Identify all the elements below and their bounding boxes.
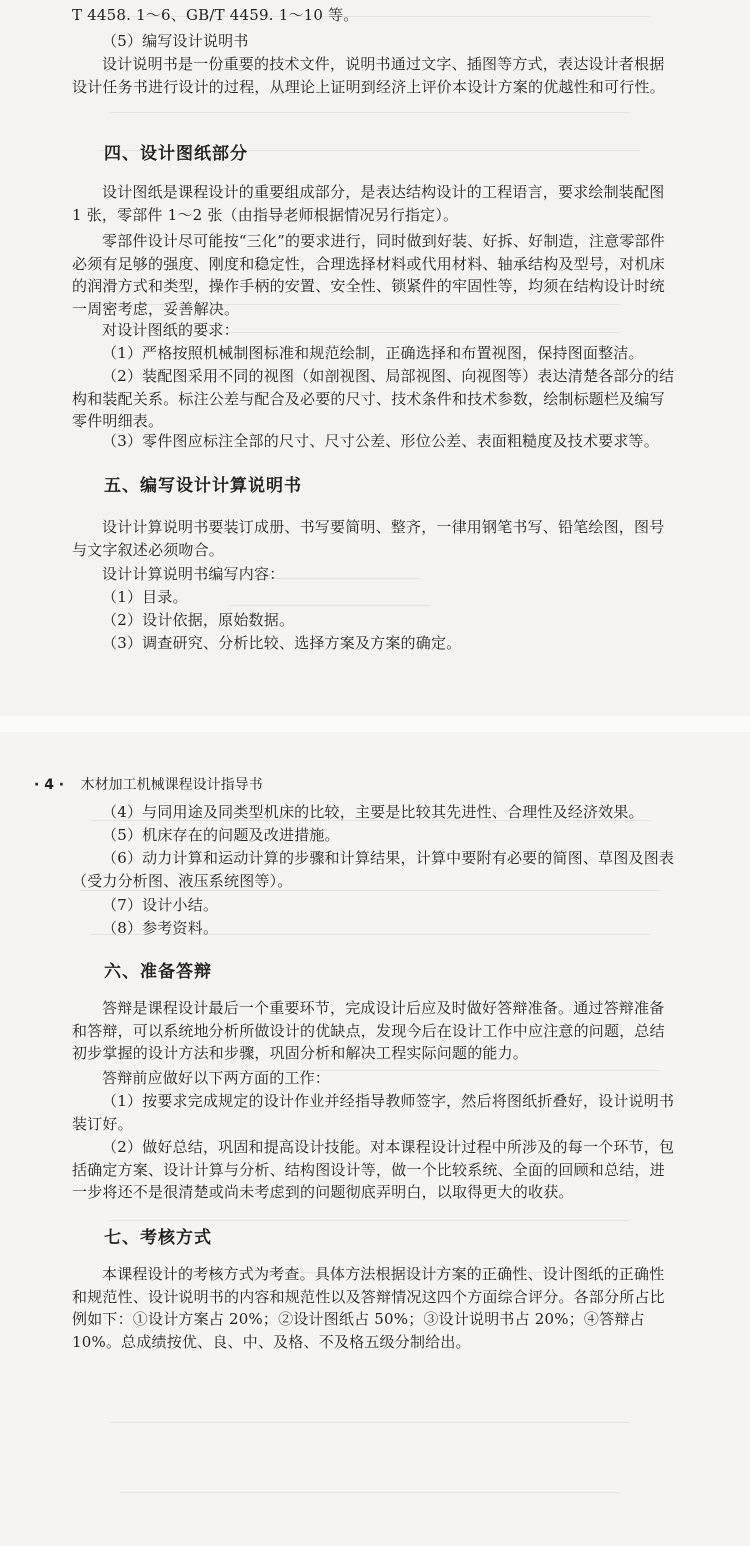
section4-paragraph-3: 对设计图纸的要求： (102, 321, 239, 339)
contents-item-4: （4）与同用途及同类型机床的比较，主要是比较其先进性、合理性及经济效果。 (102, 803, 644, 821)
item5-title: （5）编写设计说明书 (102, 32, 249, 50)
section5-paragraph-1: 设计计算说明书要装订成册、书写要简明、整齐，一律用钢笔书写、铅笔绘图，图号与文字叙述必须吻合。 (72, 518, 665, 559)
section4-paragraph-2: 零部件设计尽可能按“三化”的要求进行，同时做到好装、好拆、好制造，注意零部件必须有足够的强度、刚度和稳定性，合理选择材料或代用材料、轴承结构及型号，对机床的润滑方式和类型，操作手柄的安置、安全性、锁紧件的牢固性等，均须在结构设计时统一周密考虑，妥善解决。 (72, 232, 665, 318)
drawing-requirement-3: （3）零件图应标注全部的尺寸、尺寸公差、形位公差、表面粗糙度及技术要求等。 (102, 432, 659, 450)
section4-heading: 四、设计图纸部分 (104, 144, 248, 164)
section6-paragraph-1: 答辩是课程设计最后一个重要环节，完成设计后应及时做好答辩准备。通过答辩准备和答辩，可以系统地分析所做设计的优缺点，发现今后在设计工作中应注意的问题，总结初步掌握的设计方法和步骤，巩固分析和解决工程实际问题的能力。 (72, 999, 665, 1063)
section4-paragraph-1: 设计图纸是课程设计的重要组成部分，是表达结构设计的工程语言，要求绘制装配图 1 张，零部件 1～2 张（由指导老师根据情况另行指定）。 (72, 183, 665, 224)
contents-item-1: （1）目录。 (102, 588, 188, 606)
section7-paragraph-1: 本课程设计的考核方式为考查。具体方法根据设计方案的正确性、设计图纸的正确性和规范性、设计说明书的内容和规范性以及答辩情况这四个方面综合评分。各部分所占比例如下：①设计方案占 20%；②设计图纸占 50%；③设计说明书占 20%；④答辩占 10%。总成绩按优、良、中、及格、不及格五级分制给出。 (72, 1265, 665, 1351)
section5-paragraph-2: 设计计算说明书编写内容： (102, 565, 285, 583)
contents-item-8: （8）参考资料。 (102, 919, 219, 937)
contents-item-6: （6）动力计算和运动计算的步骤和计算结果，计算中要附有必要的简图、草图及图表（受力分析图、液压系统图等）。 (72, 849, 675, 890)
defense-work-1: （1）按要求完成规定的设计作业并经指导教师签字，然后将图纸折叠好，设计说明书装订好。 (72, 1092, 675, 1133)
page-number: · 4 · (34, 777, 65, 793)
contents-item-2: （2）设计依据，原始数据。 (102, 611, 295, 629)
bottom-page (0, 732, 750, 1546)
contents-item-3: （3）调查研究、分析比较、选择方案及方案的确定。 (102, 634, 462, 652)
item5-body: 设计说明书是一份重要的技术文件，说明书通过文字、插图等方式，表达设计者根据设计任务书进行设计的过程，从理论上证明到经济上评价本设计方案的优越性和可行性。 (72, 55, 665, 96)
standards-line: T 4458. 1～6、GB/T 4459. 1～10 等。 (72, 6, 359, 24)
book-title: 木材加工机械课程设计指导书 (80, 777, 263, 793)
drawing-requirement-2: （2）装配图采用不同的视图（如剖视图、局部视图、向视图等）表达清楚各部分的结构和装配关系。标注公差与配合及必要的尺寸、技术条件和技术参数，绘制标题栏及编写零件明细表。 (72, 367, 675, 431)
contents-item-7: （7）设计小结。 (102, 896, 219, 914)
running-header (34, 774, 263, 794)
contents-item-5: （5）机床存在的问题及改进措施。 (102, 826, 340, 844)
section5-heading: 五、编写设计计算说明书 (104, 476, 302, 496)
defense-work-2: （2）做好总结，巩固和提高设计技能。对本课程设计过程中所涉及的每一个环节，包括确定方案、设计计算与分析、结构图设计等，做一个比较系统、全面的回顾和总结，进一步将还不是很清楚或尚未考虑到的问题彻底弄明白，以取得更大的收获。 (72, 1138, 675, 1202)
top-page (0, 0, 750, 718)
section6-heading: 六、准备答辩 (104, 962, 212, 982)
section6-paragraph-2: 答辩前应做好以下两方面的工作： (102, 1069, 331, 1087)
section7-heading: 七、考核方式 (104, 1228, 212, 1248)
drawing-requirement-1: （1）严格按照机械制图标准和规范绘制，正确选择和布置视图，保持图面整洁。 (102, 344, 644, 362)
